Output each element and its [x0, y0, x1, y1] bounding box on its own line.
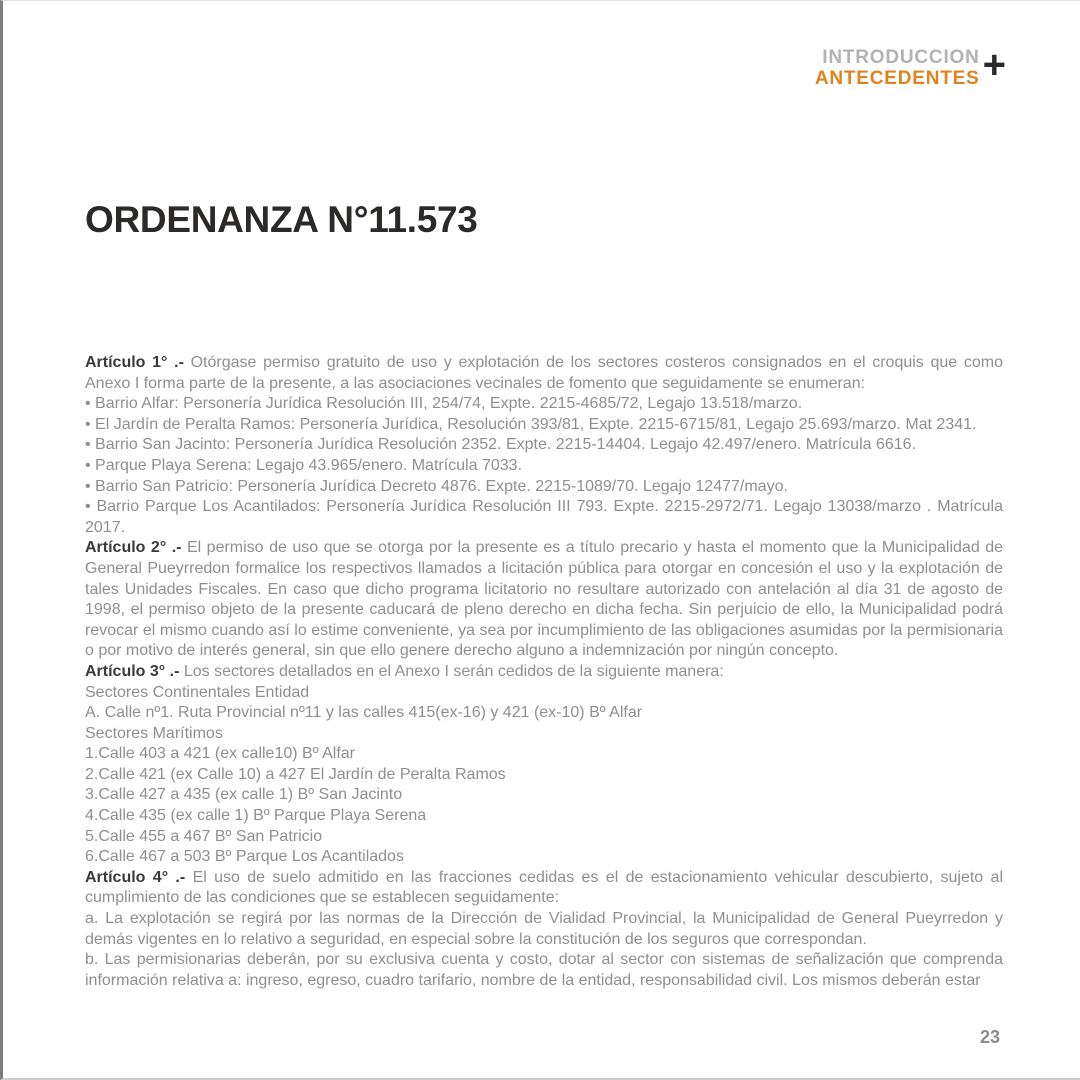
page-number: 23: [979, 1027, 1000, 1047]
paragraph-text: • Barrio Alfar: Personería Jurídica Resolución III, 254/74, Expte. 2215-4685/72, Legajo 13.518/marzo.: [85, 395, 803, 413]
article-lead: Artículo 3° .-: [85, 662, 184, 680]
paragraph-text: Sectores Continentales Entidad: [85, 683, 310, 701]
paragraph-text: El permiso de uso que se otorga por la presente es a título precario y hasta el momento que la Municipalidad de General Pueyrredon formalice los respectivos llamados a licitación pública para otorgar en concesión el uso y la explotación de tales Unidades Fiscales. En caso que dicho programa licitatorio no resultare autorizado con antelación al día 31 de agosto de 1998, el permiso objeto de la presente caducará de pleno derecho en dicha fecha. Sin perjuicio de ello, la Municipalidad podrá revocar el mismo cuando así lo estime conveniente, ya sea por incumplimiento de las obligaciones asumidas por la permisionaria o por motivo de interés general, sin que ello genere derecho alguno a indemnización por ningún concepto.: [85, 539, 1003, 660]
paragraph-text: • El Jardín de Peralta Ramos: Personería Jurídica, Resolución 393/81, Expte. 2215-6715/81, Legajo 25.693/marzo. Mat 2341.: [85, 415, 977, 433]
paragraph: [85, 724, 1003, 745]
paragraph-text: • Barrio Parque Los Acantilados: Personería Jurídica Resolución III 793. Expte. 2215-2972/71. Legajo 13038/marzo . Matrícula 2017.: [85, 498, 1003, 536]
paragraph: [85, 909, 1003, 950]
paragraph-text: b. Las permisionarias deberán, por su exclusiva cuenta y costo, dotar al sector con sistemas de señalización que comprenda información relativa a: ingreso, egreso, cuadro tarifario, nombre de la entidad, responsabilidad civil. Los mismos deberán estar: [85, 951, 1003, 989]
paragraph: [85, 394, 1003, 415]
paragraph: [85, 703, 1003, 724]
paragraph: [85, 827, 1003, 848]
section-header-lines: [815, 47, 980, 90]
paragraph: [85, 868, 1003, 909]
paragraph: [85, 538, 1003, 662]
paragraph: [85, 353, 1003, 394]
paragraph-text: 2.Calle 421 (ex Calle 10) a 427 El Jardín de Peralta Ramos: [85, 765, 506, 783]
paragraph-text: • Barrio San Jacinto: Personería Jurídica Resolución 2352. Expte. 2215-14404. Legajo 42.497/enero. Matrícula 6616.: [85, 436, 917, 454]
paragraph-text: • Parque Playa Serena: Legajo 43.965/enero. Matrícula 7033.: [85, 456, 523, 474]
paragraph-text: Otórgase permiso gratuito de uso y explotación de los sectores costeros consignados en el croquis que como Anexo I forma parte de la presente, a las asociaciones vecinales de fomento que seguidamente se enumeran:: [85, 354, 1003, 392]
paragraph: [85, 950, 1003, 991]
paragraph: [85, 456, 1003, 477]
ordinance-body: [85, 353, 1003, 991]
page-title: ORDENANZA N°11.573: [85, 199, 478, 240]
paragraph: [85, 477, 1003, 498]
paragraph-text: A. Calle nº1. Ruta Provincial nº11 y las calles 415(ex-16) y 421 (ex-10) Bº Alfar: [85, 704, 643, 722]
paragraph: [85, 683, 1003, 704]
paragraph-text: 1.Calle 403 a 421 (ex calle10) Bº Alfar: [85, 745, 355, 763]
plus-icon: +: [982, 43, 1006, 88]
article-lead: Artículo 2° .-: [85, 539, 187, 557]
paragraph-text: • Barrio San Patricio: Personería Jurídica Decreto 4876. Expte. 2215-1089/70. Legajo 12477/mayo.: [85, 477, 788, 495]
paragraph-text: Los sectores detallados en el Anexo I serán cedidos de la siguiente manera:: [183, 662, 724, 680]
paragraph: [85, 806, 1003, 827]
paragraph: [85, 415, 1003, 436]
section-label-antecedentes: ANTECEDENTES: [814, 68, 980, 90]
paragraph: [85, 662, 1003, 683]
paragraph-text: El uso de suelo admitido en las fracciones cedidas es el de estacionamiento vehicular descubierto, sujeto al cumplimiento de las condiciones que se establecen seguidamente:: [85, 868, 1003, 907]
paragraph: [85, 847, 1003, 868]
paragraph-text: Sectores Marítimos: [85, 724, 223, 742]
section-label-introduccion: INTRODUCCION: [822, 47, 980, 68]
paragraph-text: 3.Calle 427 a 435 (ex calle 1) Bº San Jacinto: [85, 786, 403, 804]
paragraph: [85, 435, 1003, 456]
paragraph: [85, 785, 1003, 806]
paragraph: [85, 497, 1003, 538]
article-lead: Artículo 1° .-: [85, 354, 191, 371]
article-lead: Artículo 4° .-: [85, 868, 193, 886]
paragraph-text: 5.Calle 455 a 467 Bº San Patricio: [85, 827, 323, 845]
paragraph: [85, 744, 1003, 765]
paragraph: [85, 765, 1003, 786]
paragraph-text: 6.Calle 467 a 503 Bº Parque Los Acantilados: [85, 848, 404, 866]
paragraph-text: a. La explotación se regirá por las normas de la Dirección de Vialidad Provincial, la Municipalidad de General Pueyrredon y demás vigentes en lo relativo a seguridad, en especial sobre la constitución de los seguros que correspondan.: [85, 910, 1003, 948]
paragraph-text: 4.Calle 435 (ex calle 1) Bº Parque Playa Serena: [85, 807, 427, 825]
section-header: [814, 43, 1006, 90]
